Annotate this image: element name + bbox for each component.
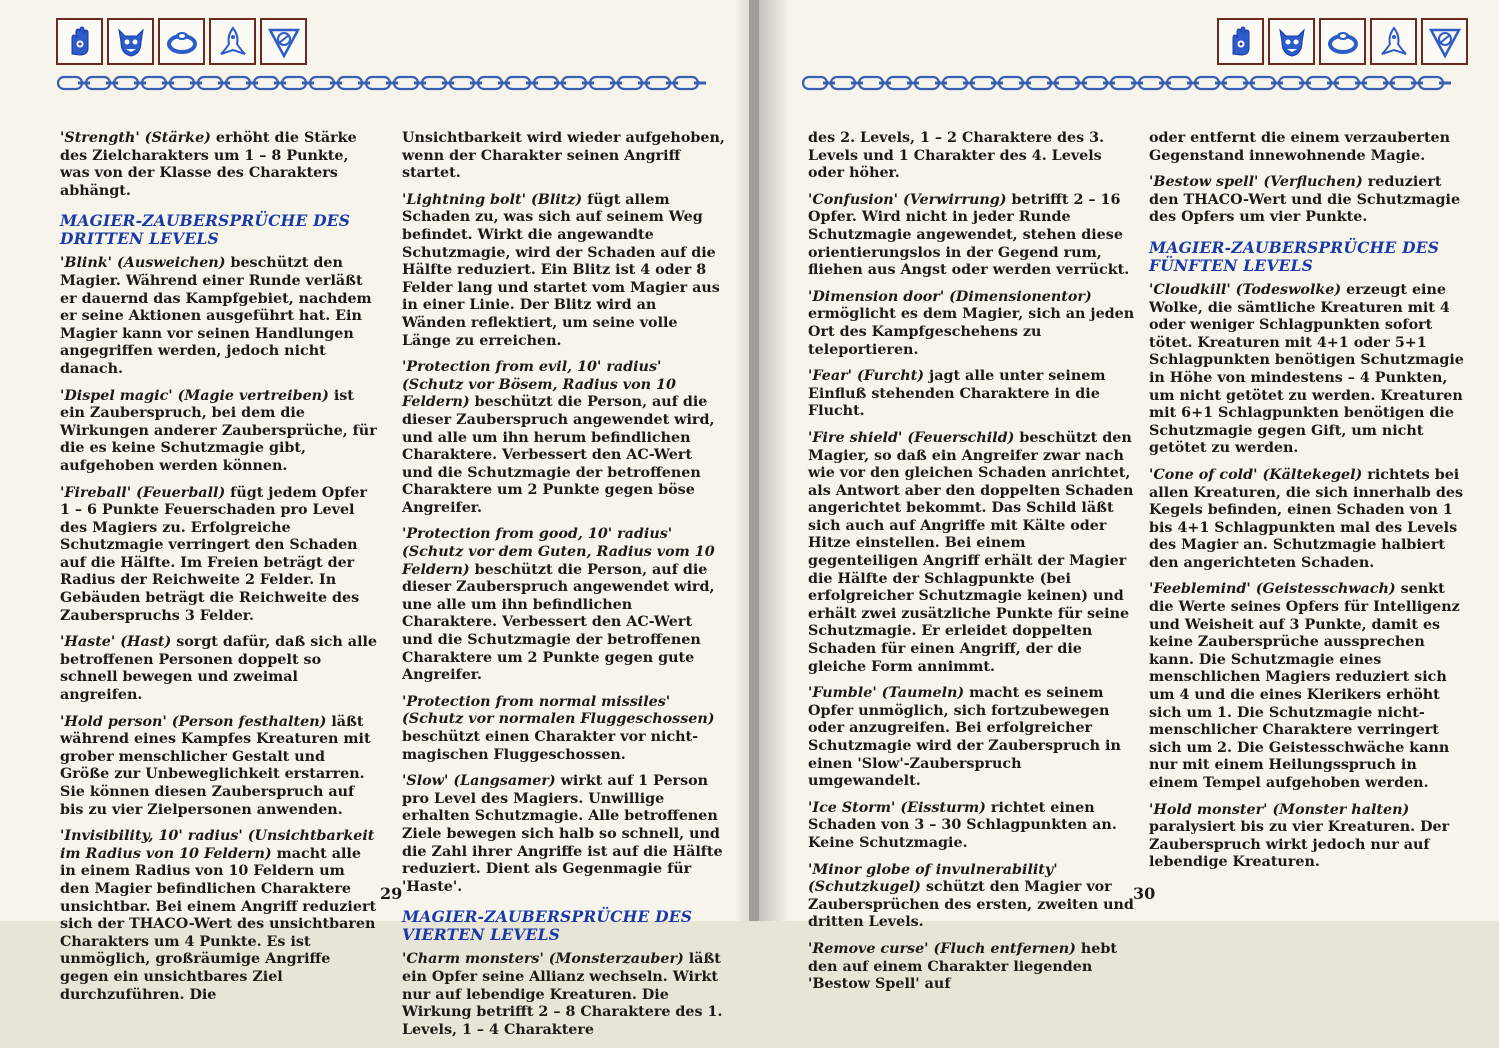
spell-remove-curse: 'Remove curse' (Fluch entfernen) hebt den auf einem Charakter liegenden 'Bestow Spell' auf (808, 940, 1117, 993)
continued-text: des 2. Levels, 1 – 2 Charaktere des 3. Levels und 1 Charakter des 4. Levels oder höher. (808, 130, 1105, 182)
continued-text: Unsichtbarkeit wird wieder aufgehoben, wenn der Charakter seinen Angriff startet. (402, 130, 725, 182)
left-column-1 (60, 130, 378, 1013)
spell-bestow: 'Bestow spell' (Verfluchen) reduziert den THACO-Wert und die Schutzmagie des Opfers um vier Punkte. (1149, 174, 1461, 226)
spell-hold-monster: 'Hold monster' (Monster halten) paralysiert bis zu vier Kreaturen. Der Zauberspruch wirkt jedoch nur auf lebendige Kreaturen. (1149, 801, 1450, 871)
spell-fear: 'Fear' (Furcht) jagt alle unter seinem Einfluß stehenden Charaktere in die Flucht. (808, 368, 1106, 420)
spell-protection-good: 'Protection from good, 10' radius' (Schutz vor dem Guten, Radius vom 10 Feldern) beschützt die Person, auf die dieser Zauberspruch angewendet wird, une alle um ihn befindlichen Charaktere. Verbessert den AC-Wert und die Schutzmagie der betroffenen Charaktere um 2 Punkte gegen gute Angreifer. (402, 526, 715, 684)
spell-invisibility: 'Invisibility, 10' radius' (Unsichtbarkeit im Radius von 10 Feldern) macht alle in einem Radius von 10 Feldern um den Magier befindlichen Charaktere unsichtbar. Bei einem Angriff reduziert sich der THACO-Wert des unsichtbaren Charakters um 4 Punkte. Es ist unmöglich, großräumige Angriffe gegen ein unsichtbares Ziel durchzuführen. Die (60, 828, 377, 1003)
spell-fumble: 'Fumble' (Taumeln) macht es seinem Opfer unmöglich, sich fortzubewegen oder anzugreifen. Bei erfolgreicher Schutzmagie wird der Zauberspruch in einen 'Slow'-Zauberspruch umgewandelt. (808, 685, 1121, 790)
spell-strength: 'Strength' (Stärke) erhöht die Stärke des Zielcharakters um 1 – 8 Punkte, was von der Klasse des Charakters abhängt. (60, 130, 357, 199)
spell-blink: 'Blink' (Ausweichen) beschützt den Magier. Während einer Runde verläßt er dauernd das Kampfgebiet, nachdem er seine Aktionen ausgeführt hat. Ein Magier kann vor seinen Handlungen angegriffen werden, jedoch nicht danach. (60, 255, 372, 377)
spell-lightning-bolt: 'Lightning bolt' (Blitz) fügt allem Schaden zu, was sich auf seinem Weg befindet. Wirkt die angewandte Schutzmagie, wird der Schaden auf die Hälfte reduziert. Ein Blitz ist 4 oder 8 Felder lang und startet vom Magier aus in einer Linie. Der Blitz wird an Wänden reflektiert, um seine volle Länge zu erreichen. (402, 191, 720, 349)
heading-third-level: MAGIER-ZAUBERSPRÜCHE DES DRITTEN LEVELS (60, 211, 351, 249)
fish-creature-icon (209, 18, 256, 65)
spell-cone-of-cold: 'Cone of cold' (Kältekegel) richtets bei allen Kreaturen, die sich innerhalb des Kegels befinden, einen Schaden von 1 bis 4+1 Schlagpunkten mal des Levels des Magier an. Schutzmagie halbiert den angerichteten Schaden. (1149, 466, 1464, 571)
icon-strip (1217, 18, 1468, 65)
spell-protection-evil: 'Protection from evil, 10' radius' (Schutz vor Bösem, Radius von 10 Feldern) beschützt die Person, auf die dieser Zauberspruch angewendet wird, und alle um ihn herum befindlichen Charaktere. Verbessert den AC-Wert und die Schutzmagie der betroffenen Charaktere um 2 Punkte gegen böse Angreifer. (402, 359, 715, 516)
spell-feeblemind: 'Feeblemind' (Geistesschwach) senkt die Werte seines Opfers für Intelligenz und Weisheit auf 3 Punkte, damit es keine Zaubersprüche aussprechen kann. Die Schutzmagie eines menschlichen Magiers reduziert sich um 4 und die eines Klerikers erhöht sich um 1. Die Schutzmagie nicht-menschlicher Charaktere verringert sich um 2. Die Geistesschwäche kann nur mit einem Heilungsspruch in einem Tempel aufgehoben werden. (1149, 581, 1460, 791)
hand-icon (1217, 18, 1264, 65)
spell-ice-storm: 'Ice Storm' (Eissturm) richtet einen Schaden von 3 – 30 Schlagpunkten an. Keine Schutzmagie. (808, 799, 1117, 851)
demon-mask-icon (107, 18, 154, 65)
triangle-sigil-icon (260, 18, 307, 65)
heading-fourth-level: MAGIER-ZAUBERSPRÜCHE DES VIERTEN LEVELS (402, 907, 693, 945)
chain-border (56, 72, 720, 94)
chain-border (801, 72, 1453, 94)
spell-fire-shield: 'Fire shield' (Feuerschild) beschützt den Magier, so daß ein Angreifer zwar nach wie vor den gleichen Schaden anrichtet, als Antwort aber den doppelten Schaden angerichtet bekommt. Das Schild läßt sich auch auf Angriffe mit Kälte oder Hitze einstellen. Bei einem gegenteiligen Angriff erhält der Magier die Hälfte der Schlagpunkte (bei erfolgreicher Schutzmagie keinen) und erhält zwei zusätzliche Punkte für seine Schutzmagie. Er erleidet doppelten Schaden für einen Angriff, der die gleiche Form annimmt. (808, 429, 1134, 675)
triangle-sigil-icon (1421, 18, 1468, 65)
right-column-2 (1149, 130, 1467, 881)
continued-text: oder entfernt die einem verzauberten Gegenstand innewohnende Magie. (1149, 130, 1451, 164)
spell-dimension-door: 'Dimension door' (Dimensionentor) ermöglicht es dem Magier, sich an jeden Ort des Kampfgeschehens zu teleportieren. (808, 288, 1135, 358)
fish-creature-icon (1370, 18, 1417, 65)
ring-icon (1319, 18, 1366, 65)
spell-protection-missiles: 'Protection from normal missiles' (Schutz vor normalen Fluggeschossen) beschützt einen Charakter vor nicht-magischen Fluggeschossen. (402, 693, 715, 763)
spell-minor-globe: 'Minor globe of invulnerability' (Schutzkugel) schützt den Magier vor Zaubersprüchen des ersten, zweiten und dritten Levels. (808, 861, 1134, 931)
spell-dispel-magic: 'Dispel magic' (Magie vertreiben) ist ein Zauberspruch, bei dem die Wirkungen anderer Zaubersprüche, für die es keine Schutzmagie gibt, aufgehoben werden können. (60, 387, 377, 474)
spell-haste: 'Haste' (Hast) sorgt dafür, daß sich alle betroffenen Personen doppelt so schnell bewegen und zweimal angreifen. (60, 634, 378, 704)
spell-charm-monsters: 'Charm monsters' (Monsterzauber) läßt ein Opfer seine Allianz wechseln. Wirkt nur auf lebendige Kreaturen. Die Wirkung betrifft 2 – 8 Charaktere des 1. Levels, 1 – 4 Charaktere (402, 951, 723, 1038)
spell-hold-person: 'Hold person' (Person festhalten) läßt während eines Kampfes Kreaturen mit grober menschlicher Gestalt und Größe zur Unbeweglichkeit erstarren. Sie können diesen Zauberspruch auf bis zu vier Zielpersonen anwenden. (60, 713, 371, 818)
right-page (749, 0, 1499, 993)
spell-fireball: 'Fireball' (Feuerball) fügt jedem Opfer 1 – 6 Punkte Feuerschaden pro Level des Magiers zu. Erfolgreiche Schutzmagie verringert den Schaden auf die Hälfte. Im Freien beträgt der Radius der Reichweite 2 Felder. In Gebäuden beträgt die Reichweite des Zauberspruchs 3 Felder. (60, 484, 367, 624)
demon-mask-icon (1268, 18, 1315, 65)
right-column-1 (808, 130, 1135, 1003)
spell-slow: 'Slow' (Langsamer) wirkt auf 1 Person pro Level des Magiers. Unwillige erhalten Schutzmagie. Alle betroffenen Ziele bewegen sich halb so schnell, und die Zahl ihrer Angriffe ist auf die Hälfte reduziert. Dient als Gegenmagie für 'Haste'. (402, 773, 723, 895)
left-column-2 (402, 130, 725, 1048)
icon-strip (56, 18, 307, 65)
spell-confusion: 'Confusion' (Verwirrung) betrifft 2 – 16 Opfer. Wird nicht in jeder Runde Schutzmagie angewendet, stehen diese orientierungslos in der Gegend rum, fliehen aus Angst oder werden verrückt. (808, 191, 1130, 279)
page-number-right: 30 (1133, 884, 1156, 903)
left-page (0, 0, 749, 1038)
spell-cloudkill: 'Cloudkill' (Todeswolke) erzeugt eine Wolke, die sämtliche Kreaturen mit 4 oder weniger Schlagpunkten sofort tötet. Kreaturen mit 4+1 oder 5+1 Schlagpunkten benötigen Schutzmagie in Höhe von mindestens – 4 Punkten, um nicht getötet zu werden. Kreaturen mit 6+1 Schlagpunkten benötigen die Schutzmagie gegen Gift, um nicht getötet zu werden. (1149, 281, 1464, 457)
page-number-left: 29 (380, 884, 403, 903)
ring-icon (158, 18, 205, 65)
heading-fifth-level: MAGIER-ZAUBERSPRÜCHE DES FÜNFTEN LEVELS (1149, 237, 1440, 275)
hand-icon (56, 18, 103, 65)
